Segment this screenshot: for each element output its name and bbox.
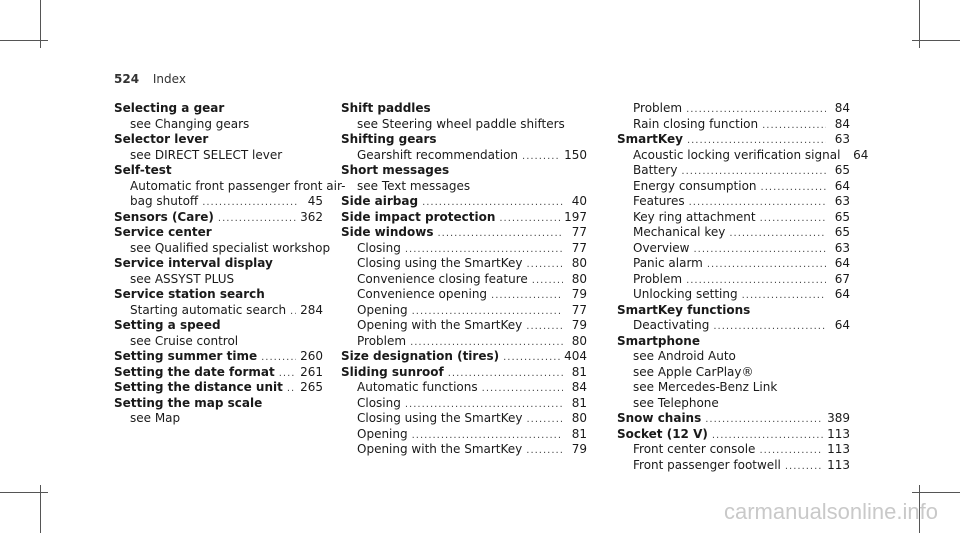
index-entry [341,349,587,365]
index-subentry [617,349,850,365]
leader-dots [762,118,826,134]
page-reference: 63 [834,194,850,208]
entry-label: Mechanical key [633,225,726,239]
entry-label: Setting summer time [114,349,258,363]
page-reference: 64 [834,178,850,193]
leader-dots [742,288,826,304]
leader-dots [681,164,826,180]
entry-label: see Android Auto [633,349,736,363]
page-reference: 65 [834,225,850,239]
leader-dots [437,226,563,242]
index-column-1 [114,101,346,427]
leader-dots [412,428,563,444]
leader-dots [261,350,296,366]
page-reference: 81 [571,426,587,441]
entry-label: see DIRECT SELECT lever [130,147,283,162]
index-entry [617,411,850,427]
entry-label: Rain closing function [633,116,759,131]
index-subentry [617,194,850,210]
entry-label: Side windows [341,225,434,239]
index-subentry [114,240,331,257]
page-reference: 260 [300,349,323,363]
leader-dots [694,242,827,258]
leader-dots [202,195,299,211]
page-reference: 64 [834,287,850,301]
entry-label: Convenience opening [357,287,488,301]
page-reference: 64 [853,147,869,162]
index-subentry [114,411,323,427]
entry-label: Front passenger footwell [633,457,781,472]
entry-label: Service interval display [114,256,273,270]
entry-label: bag shutoff [130,194,199,208]
crop-mark [912,40,960,41]
entry-label: see Mercedes-Benz Link [633,380,778,394]
entry-label: Closing [357,395,401,410]
index-subentry [617,287,850,303]
leader-dots [522,149,560,165]
entry-label: SmartKey functions [617,302,751,317]
leader-dots [686,273,826,289]
index-subentry [617,225,850,241]
entry-label: Closing using the SmartKey [357,256,523,270]
leader-dots [526,319,563,335]
leader-dots [687,133,826,149]
entry-label: see Apple CarPlay® [633,364,754,379]
page-number: 524 [114,72,140,86]
page-reference: 113 [827,442,850,456]
entry-label: Service station search [114,287,265,301]
leader-dots [503,350,560,366]
page-reference: 67 [834,271,850,286]
index-subentry [114,148,323,164]
entry-label: Setting the map scale [114,395,263,410]
entry-label: see ASSYST PLUS [130,271,235,286]
page-reference: 362 [300,209,323,224]
entry-label: Setting the date format [114,364,275,379]
entry-label: Opening [357,302,408,317]
entry-label: Unlocking setting [633,287,738,301]
index-entry [617,303,850,319]
page-reference: 77 [571,302,587,317]
entry-label: Side airbag [341,194,419,208]
page-reference: 65 [834,209,850,224]
leader-dots [689,195,826,211]
page-reference: 77 [571,240,587,255]
leader-dots [405,242,563,258]
leader-dots [290,304,296,320]
index-subentry [341,117,587,133]
page-reference: 84 [571,380,587,394]
leader-dots [729,226,826,242]
index-entry [114,318,323,334]
leader-dots [279,366,296,382]
page-reference: 81 [571,364,587,379]
index-subentry [341,442,587,458]
index-subentry [617,163,850,179]
index-entry [114,256,323,272]
leader-dots [526,412,563,428]
page-reference: 113 [827,426,850,441]
entry-label: see Telephone [633,395,719,410]
entry-label: Problem [357,333,407,348]
index-subentry [617,272,850,288]
leader-dots [482,381,563,397]
index-entry [341,163,587,179]
index-subentry [114,272,323,288]
index-subentry [341,334,587,350]
index-column-2 [341,101,587,458]
leader-dots [410,335,563,351]
page-reference: 79 [571,287,587,301]
page-reference: 404 [564,349,587,363]
index-entry [114,210,323,226]
entry-label: Features [633,194,685,208]
index-subentry [341,287,587,303]
leader-dots [760,211,826,227]
index-entry [617,132,850,148]
entry-label: Acoustic locking verification signal [633,147,841,162]
crop-mark [912,492,960,493]
index-subentry [341,396,587,412]
entry-label: Battery [633,163,678,177]
index-subentry [617,117,850,133]
entry-label: SmartKey [617,132,683,146]
entry-label: Opening [357,426,408,441]
page-reference: 150 [564,147,587,162]
index-subentry [341,411,587,427]
index-subentry [617,396,850,412]
entry-label: Deactivating [633,318,710,332]
entry-label: Key ring attachment [633,209,756,224]
index-entry [114,132,323,148]
index-subentry [617,147,869,164]
index-subentry [617,179,850,195]
entry-label: Short messages [341,163,450,177]
index-subentry [617,458,850,474]
leader-dots [707,257,826,273]
page-reference: 113 [827,457,850,472]
leader-dots [218,211,296,227]
page-reference: 77 [571,225,587,239]
leader-dots [761,180,826,196]
index-subentry [114,178,346,195]
entry-label: Shifting gears [341,132,437,146]
entry-label: see Changing gears [130,116,250,131]
page-reference: 63 [834,132,850,146]
entry-label: Size designation (tires) [341,349,500,363]
entry-label: Sensors (Care) [114,209,214,224]
index-subentry [617,380,850,396]
entry-label: Selecting a gear [114,101,225,115]
page-reference: 79 [571,318,587,332]
page-reference: 84 [834,101,850,115]
index-entry [114,365,323,381]
entry-label: Sliding sunroof [341,364,444,379]
entry-label: see Map [130,411,181,425]
entry-label: Smartphone [617,333,700,348]
index-subentry [341,318,587,334]
leader-dots [412,304,563,320]
index-subentry [341,380,587,396]
page-reference: 80 [571,256,587,270]
entry-label: Socket (12 V) [617,426,708,441]
entry-label: Self-test [114,163,172,177]
index-entry [341,101,587,117]
page-reference: 84 [834,116,850,131]
entry-label: Panic alarm [633,256,703,270]
leader-dots [785,459,823,475]
leader-dots [405,397,563,413]
index-entry [114,101,323,117]
leader-dots [532,273,563,289]
index-subentry [617,210,850,226]
entry-label: see Steering wheel paddle shifters [357,116,565,131]
watermark: carmanualsonline.info [723,499,938,524]
section-title: Index [152,72,186,86]
entry-label: Starting automatic search [130,302,287,317]
leader-dots [287,381,296,397]
page-reference: 45 [307,194,323,208]
entry-label: Snow chains [617,411,702,425]
crop-mark [0,40,48,41]
entry-label: Gearshift recommendation [357,147,519,162]
page-reference: 63 [834,240,850,255]
index-subentry [341,427,587,443]
page-reference: 389 [827,411,850,425]
page-reference: 40 [571,194,587,208]
leader-dots [422,195,563,211]
entry-label: Automatic functions [357,380,478,394]
index-subentry [617,318,850,334]
entry-label: Automatic front passenger front air- [130,178,346,193]
page-reference: 80 [571,333,587,348]
entry-label: see Qualified specialist workshop [130,240,331,255]
entry-label: Convenience closing feature [357,271,528,286]
entry-label: Opening with the SmartKey [357,318,523,332]
entry-label: Overview [633,240,690,255]
leader-dots [713,319,826,335]
page-header [114,72,186,86]
index-subentry [617,256,850,272]
index-subentry [114,303,323,319]
entry-label: Shift paddles [341,101,431,115]
page-reference: 79 [571,442,587,456]
index-subentry [341,148,587,164]
index-entry [341,210,587,226]
index-entry [341,194,587,210]
entry-label: Service center [114,225,212,239]
page-reference: 80 [571,411,587,425]
page-reference: 64 [834,318,850,332]
index-subentry [341,179,587,195]
entry-label: Setting a speed [114,318,221,332]
entry-label: see Cruise control [130,333,239,348]
page-reference: 197 [564,209,587,224]
index-subentry [114,334,323,350]
index-subentry [341,241,587,257]
index-subentry [617,101,850,117]
entry-label: Closing using the SmartKey [357,411,523,425]
leader-dots [526,257,563,273]
index-subentry [341,256,587,272]
entry-label: Setting the distance unit [114,380,283,394]
index-entry [114,380,323,396]
leader-dots [526,443,563,459]
index-subentry [341,272,587,288]
entry-label: Selector lever [114,132,209,146]
index-entry [617,334,850,350]
page-reference: 81 [571,395,587,410]
entry-label: Problem [633,271,683,286]
entry-label: Side impact protection [341,209,496,224]
index-entry [114,287,323,303]
index-subentry [617,241,850,257]
leader-dots [686,102,826,118]
page-reference: 265 [300,380,323,394]
index-subentry [617,365,850,381]
entry-label: Opening with the SmartKey [357,442,523,456]
leader-dots [448,366,563,382]
leader-dots [705,412,823,428]
page-reference: 261 [300,364,323,379]
leader-dots [491,288,563,304]
entry-label: Front center console [633,442,756,456]
index-column-3 [617,101,869,473]
index-entry [114,225,323,241]
index-entry [341,365,587,381]
entry-label: see Text messages [357,178,471,193]
leader-dots [499,211,560,227]
index-entry [341,225,587,241]
entry-label: Energy consumption [633,178,757,193]
index-entry [341,132,587,148]
crop-mark [0,492,48,493]
index-entry [114,163,323,179]
index-entry [114,396,323,412]
index-subentry [341,303,587,319]
entry-label: Problem [633,101,683,115]
page-reference: 80 [571,271,587,286]
leader-dots [759,443,823,459]
page-reference: 64 [834,256,850,270]
index-subentry [114,194,323,210]
page-reference: 284 [300,302,323,317]
index-subentry [617,442,850,458]
index-entry [114,349,323,365]
page-reference: 65 [834,163,850,177]
index-subentry [114,117,323,133]
entry-label: Closing [357,240,401,255]
leader-dots [712,428,823,444]
index-entry [617,427,850,443]
